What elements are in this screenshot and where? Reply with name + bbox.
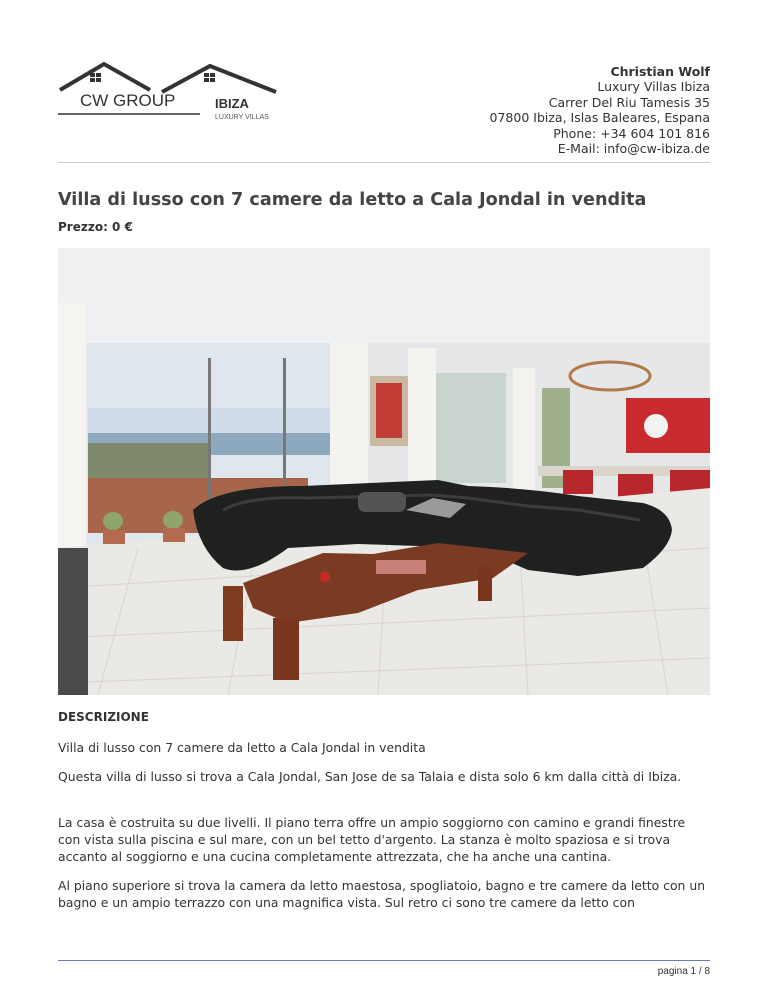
contact-street: Carrer Del Riu Tamesis 35 (548, 94, 710, 110)
description-paragraph: Villa di lusso con 7 camere da letto a Cala Jondal in vendita (58, 740, 426, 755)
listing-price: Prezzo: 0 € (58, 220, 133, 234)
listing-title: Villa di lusso con 7 camere da letto a Cala Jondal in vendita (58, 190, 647, 210)
company-logo (58, 58, 280, 124)
description-heading: DESCRIZIONE (58, 710, 149, 724)
header-divider (58, 162, 710, 163)
house-roof-icon (60, 64, 150, 90)
description-paragraph: Al piano superiore si trova la camera da letto maestosa, spogliatoio, bagno e tre camere da letto con un bagno e un ampio terrazzo con una magnifica vista. Sul retro ci sono tre camere da letto con (58, 878, 706, 910)
contact-city: 07800 Ibiza, Islas Baleares, Espana (489, 110, 710, 126)
contact-email: E-Mail: info@cw-ibiza.de (557, 141, 710, 157)
property-photo (58, 248, 710, 695)
contact-phone: Phone: +34 604 101 816 (553, 125, 710, 141)
description-paragraph: La casa è costruita su due livelli. Il piano terra offre un ampio soggiorno con camino e grandi finestre con vista sulla piscina e sul mare, con un bel tetto d'argento. La stanza è molto spaziosa e si trova accanto al soggiorno e una cucina completamente attrezzata, che ha anche una cantina. (58, 815, 686, 864)
description-paragraph: Questa villa di lusso si trova a Cala Jondal, San Jose de sa Talaia e dista solo 6 km dalla città di Ibiza. (58, 769, 682, 784)
footer-divider (58, 960, 710, 961)
contact-name: Christian Wolf (610, 64, 710, 79)
logo-left-text: CW GROUP (80, 91, 176, 110)
header (58, 0, 710, 165)
logo-right-subtext: LUXURY VILLAS (215, 114, 269, 121)
contact-company: Luxury Villas Ibiza (597, 79, 710, 95)
logo-right-text: IBIZA (215, 96, 249, 111)
house-roof-icon (162, 66, 276, 92)
contact-block (490, 64, 710, 156)
page-number: pagina 1 / 8 (657, 966, 710, 977)
